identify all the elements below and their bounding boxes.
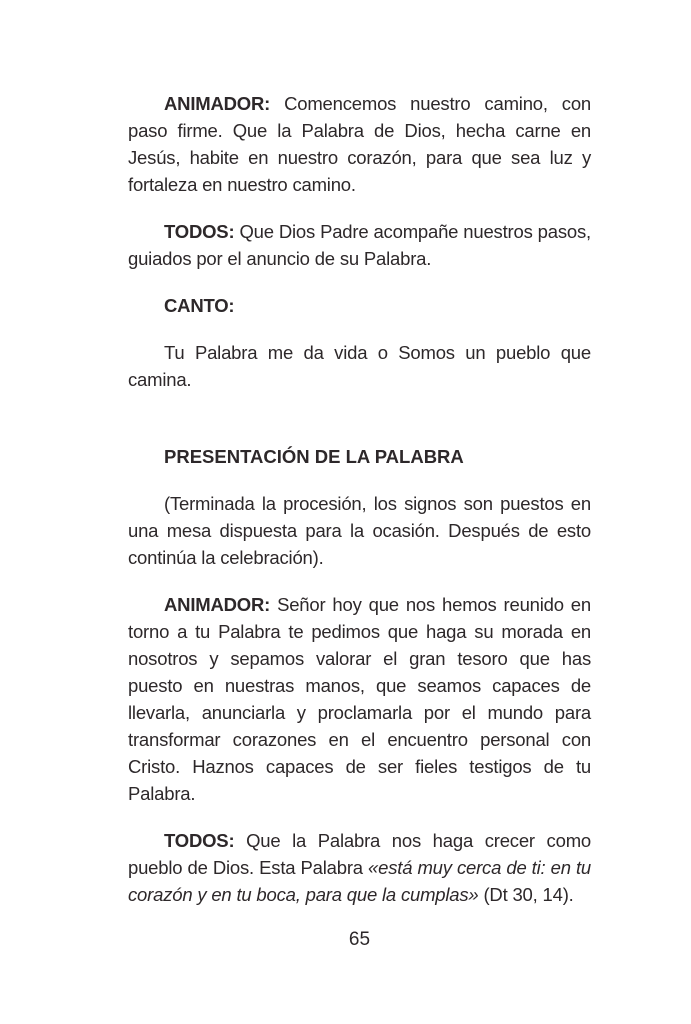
speaker-label: ANIMADOR: bbox=[164, 594, 271, 615]
scripture-quote: «está muy cerca de ti: en tu corazón y en tu boca, para que la cumplas» bbox=[128, 857, 591, 905]
dialogue-text: Comencemos nuestro camino, con paso firme. Que la Palabra de Dios, hecha carne en Jesús, habite en nuestro corazón, para que sea luz y fortaleza en nuestro camino. bbox=[128, 93, 591, 195]
speaker-label: ANIMADOR: bbox=[164, 93, 271, 114]
stage-direction-paragraph bbox=[128, 490, 591, 571]
page-number: 65 bbox=[348, 929, 371, 950]
song-title-text: Tu Palabra me da vida o Somos un pueblo que camina. bbox=[128, 342, 591, 390]
dialogue-paragraph bbox=[128, 827, 591, 908]
text-content bbox=[128, 90, 591, 928]
speaker-label: TODOS: bbox=[164, 830, 235, 851]
speaker-label: TODOS: bbox=[164, 221, 235, 242]
dialogue-text: Que Dios Padre acompañe nuestros pasos, guiados por el anuncio de su Palabra. bbox=[128, 221, 591, 269]
dialogue-paragraph bbox=[128, 591, 591, 807]
speaker-label: CANTO: bbox=[164, 295, 235, 316]
song-title-paragraph bbox=[128, 339, 591, 393]
section-heading: PRESENTACIÓN DE LA PALABRA bbox=[164, 446, 464, 467]
dialogue-paragraph bbox=[128, 90, 591, 198]
dialogue-text: Señor hoy que nos hemos reunido en torno a tu Palabra te pedimos que haga su morada en nosotros y sepamos valorar el gran tesoro que has puesto en nuestras manos, que seamos capaces de llevarla, anunciarla y proclamarla por el mundo para transformar corazones en el encuentro personal con Cristo. Haznos capaces de ser fieles testigos de tu Palabra. bbox=[128, 594, 591, 804]
stage-direction-text: (Terminada la procesión, los signos son puestos en una mesa dispuesta para la ocasión. Después de esto continúa la celebración). bbox=[128, 493, 591, 568]
dialogue-paragraph bbox=[128, 218, 591, 272]
canto-label-paragraph bbox=[128, 292, 591, 319]
scripture-reference: (Dt 30, 14). bbox=[478, 884, 574, 905]
dialogue-text: Que la Palabra nos haga crecer como pueblo de Dios. Esta Palabra bbox=[128, 830, 591, 878]
